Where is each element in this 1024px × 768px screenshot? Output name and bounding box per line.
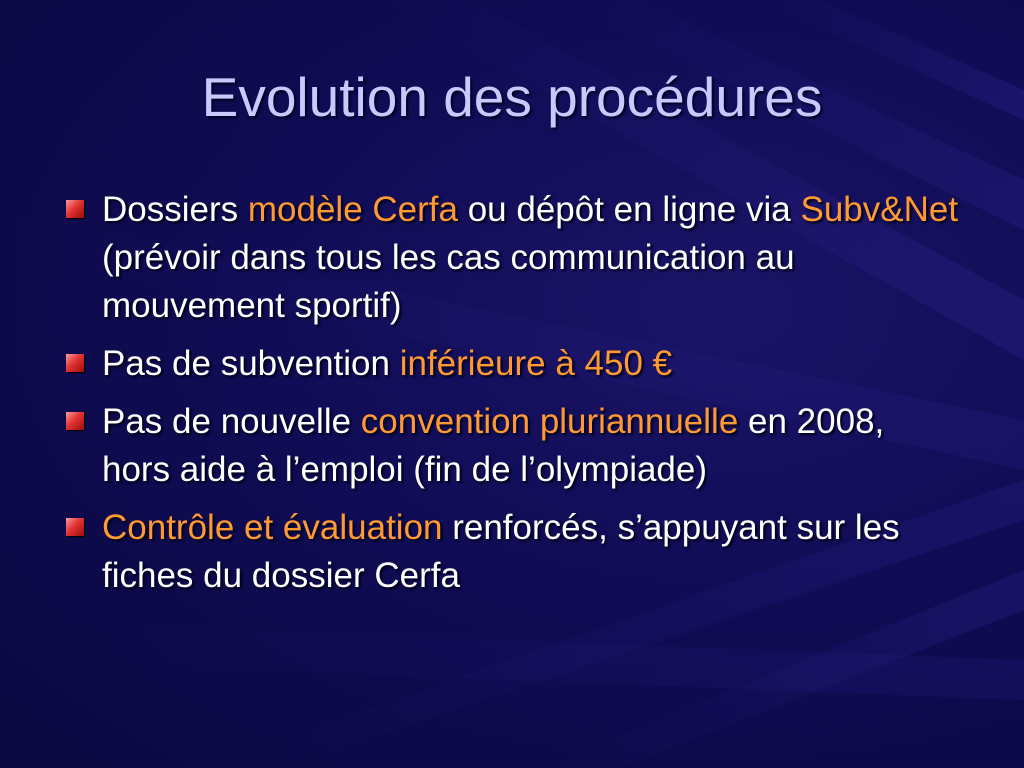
bullet-text: Pas de subvention <box>102 344 400 383</box>
bullet-highlight: Subv&Net <box>800 190 959 229</box>
bullet-square-icon <box>66 518 84 536</box>
bullet-highlight: convention pluriannuelle <box>360 402 739 441</box>
bullet-item <box>62 504 962 600</box>
bullet-text: renforcés, s’appuyant sur les fiches du dossier Cerfa <box>102 508 900 595</box>
bullet-text: (prévoir dans tous les cas communication au mouvement sportif) <box>102 238 795 325</box>
bullet-highlight: inférieure à 450 € <box>399 344 673 383</box>
bullet-square-icon <box>66 200 84 218</box>
bullet-text: en 2008, hors aide à l’emploi (fin de l’olympiade) <box>102 402 885 489</box>
bullet-highlight: Contrôle et évaluation <box>102 508 443 547</box>
bullet-text: Dossiers <box>102 190 248 229</box>
bullet-list <box>62 186 962 610</box>
bullet-square-icon <box>66 412 84 430</box>
slide-title: Evolution des procédures <box>201 66 823 128</box>
bullet-item <box>62 398 962 494</box>
bullet-text: Pas de nouvelle <box>102 402 361 441</box>
bullet-square-icon <box>66 354 84 372</box>
bullet-highlight: modèle Cerfa <box>247 190 458 229</box>
bullet-text: ou dépôt en ligne via <box>457 190 801 229</box>
bullet-item <box>62 340 962 388</box>
bullet-item <box>62 186 962 330</box>
